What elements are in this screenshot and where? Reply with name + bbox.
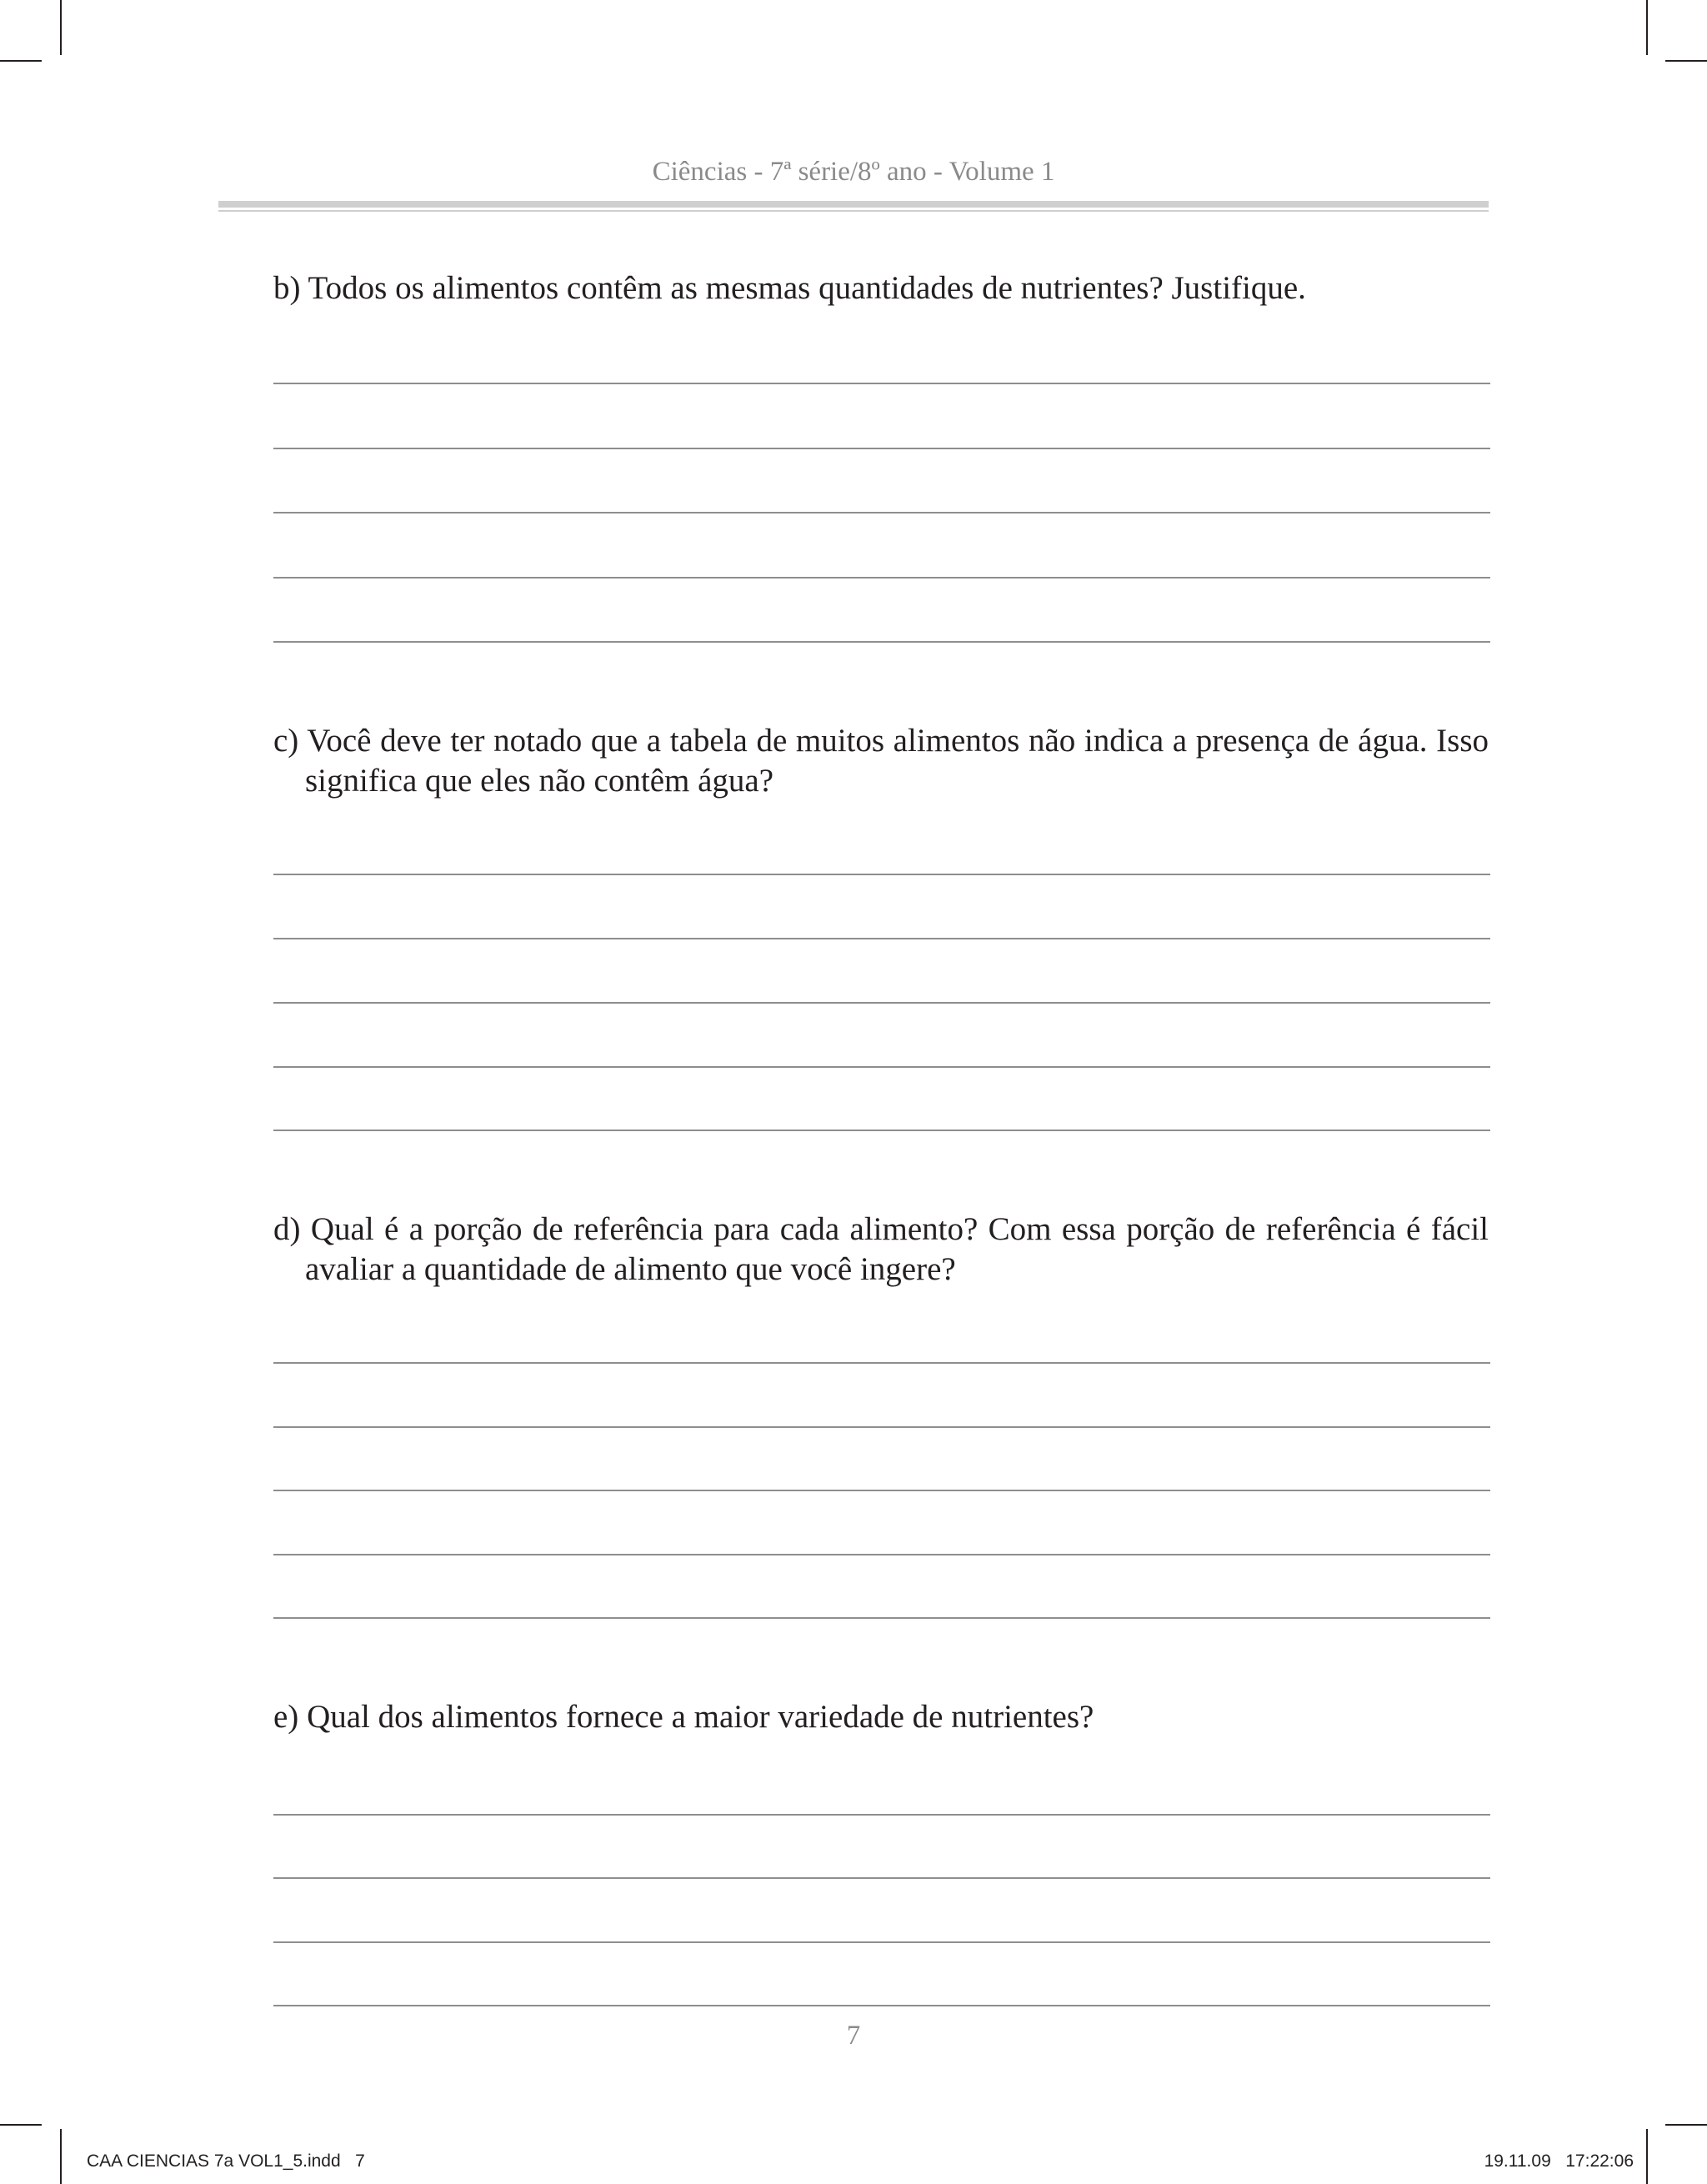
answer-line[interactable] [273,1490,1490,1491]
header-rule [218,201,1489,208]
answer-line[interactable] [273,1617,1490,1619]
crop-mark [1665,2124,1707,2126]
answer-line[interactable] [273,1426,1490,1428]
crop-mark [0,60,42,62]
crop-mark [0,2124,42,2126]
answer-line[interactable] [273,1877,1490,1879]
question-text: Você deve ter notado que a tabela de muitos alimentos não indica a presença de água. Isso significa que eles não contêm água? [305,723,1489,799]
answer-line[interactable] [273,1066,1490,1068]
question-text: Qual dos alimentos fornece a maior variedade de nutrientes? [307,1699,1094,1735]
question-d [273,1210,1489,1290]
question-text: Todos os alimentos contêm as mesmas quantidades de nutrientes? Justifique. [308,270,1306,306]
answer-line[interactable] [273,1002,1490,1004]
answer-line[interactable] [273,448,1490,449]
answer-line[interactable] [273,938,1490,939]
answer-line[interactable] [273,383,1490,384]
answer-line[interactable] [273,1814,1490,1816]
answer-line[interactable] [273,577,1490,579]
print-slug-file: CAA CIENCIAS 7a VOL1_5.indd 7 [87,2151,365,2171]
answer-line[interactable] [273,1554,1490,1555]
question-b [273,268,1489,308]
answer-line[interactable] [273,874,1490,875]
question-letter: e) [273,1699,299,1735]
answer-line[interactable] [273,2005,1490,2006]
crop-mark [60,2129,62,2184]
question-c [273,721,1489,801]
answer-line[interactable] [273,1941,1490,1943]
question-letter: c) [273,723,299,759]
answer-line[interactable] [273,512,1490,513]
crop-mark [1665,60,1707,62]
crop-mark [60,0,62,55]
crop-mark [1646,0,1648,55]
question-e [273,1697,1489,1737]
crop-mark [1646,2129,1648,2184]
question-letter: d) [273,1211,301,1247]
answer-line[interactable] [273,1362,1490,1364]
answer-line[interactable] [273,1130,1490,1131]
print-slug-timestamp: 19.11.09 17:22:06 [1484,2151,1634,2171]
running-head: Ciências - 7ª série/8º ano - Volume 1 [652,157,1055,187]
question-text: Qual é a porção de referência para cada alimento? Com essa porção de referência é fácil avaliar a quantidade de alimento que você ingere? [305,1211,1489,1287]
page-number: 7 [846,2021,861,2051]
answer-line[interactable] [273,641,1490,643]
header-rule [218,210,1489,212]
question-letter: b) [273,270,301,306]
